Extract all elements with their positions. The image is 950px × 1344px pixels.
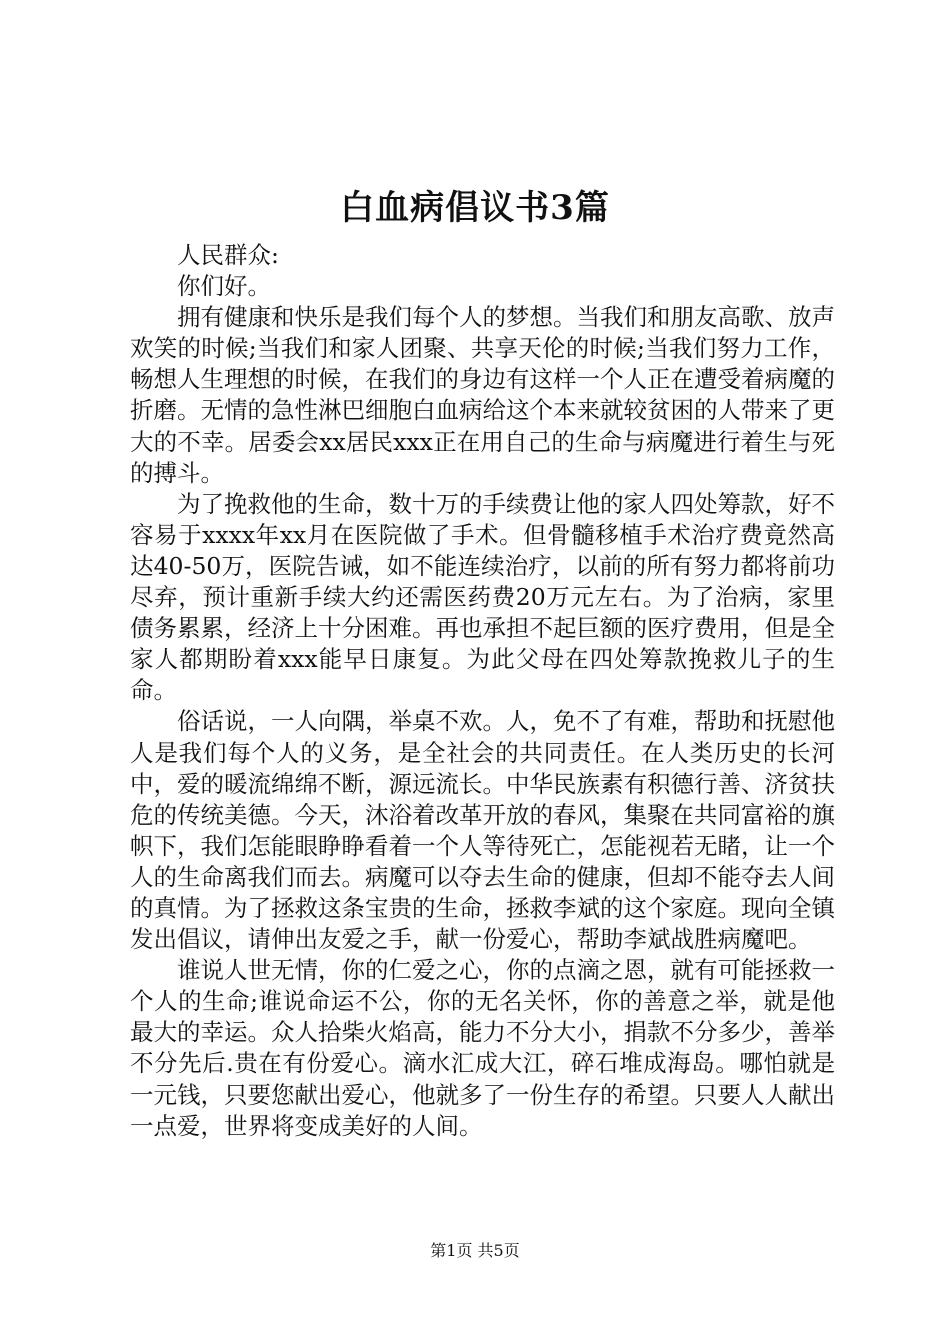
document-title: 白血病倡议书3篇 (340, 188, 610, 228)
paragraph-1: 拥有健康和快乐是我们每个人的梦想。当我们和朋友高歌、放声欢笑的时候;当我们和家人团聚、共享天伦的时候;当我们努力工作，畅想人生理想的时候，在我们的身边有这样一个人正在遭受着病魔的折磨。无情的急性淋巴细胞白血病给这个本来就较贫困的人带来了更大的不幸。居委会xx居民xxx正在用自己的生命与病魔进行着生与死的搏斗。 (130, 303, 835, 487)
greeting: 你们好。 (177, 272, 271, 301)
paragraph-2: 为了挽救他的生命，数十万的手续费让他的家人四处筹款，好不容易于xxxx年xx月在医院做了手术。但骨髓移植手术治疗费竟然高达40-50万，医院告诫，如不能连续治疗，以前的所有努力都将前功尽弃，预计重新手续大约还需医药费20万元左右。为了治病，家里债务累累，经济上十分困难。再也承担不起巨额的医疗费用，但是全家人都期盼着xxx能早日康复。为此父母在四处筹款挽救儿子的生命。 (130, 489, 835, 705)
page-number-footer: 第1页 共5页 (430, 1241, 520, 1260)
paragraph-3: 俗话说，一人向隅，举桌不欢。人，免不了有难，帮助和抚慰他人是我们每个人的义务，是全社会的共同责任。在人类历史的长河中，爱的暖流绵绵不断，源远流长。中华民族素有积德行善、济贫扶危的传统美德。今天，沐浴着改革开放的春风，集聚在共同富裕的旗帜下，我们怎能眼睁睁看着一个人等待死亡，怎能视若无睹，让一个人的生命离我们而去。病魔可以夺去生命的健康，但却不能夺去人间的真情。为了拯救这条宝贵的生命，拯救李斌的这个家庭。现向全镇发出倡议，请伸出友爱之手，献一份爱心，帮助李斌战胜病魔吧。 (130, 707, 835, 954)
paragraph-4: 谁说人世无情，你的仁爱之心，你的点滴之恩，就有可能拯救一个人的生命;谁说命运不公，你的无名关怀，你的善意之举，就是他最大的幸运。众人拾柴火焰高，能力不分大小，捐款不分多少，善举不分先后.贵在有份爱心。滴水汇成大江，碎石堆成海岛。哪怕就是一元钱，只要您献出爱心，他就多了一份生存的希望。只要人人献出一点爱，世界将变成美好的人间。 (130, 956, 835, 1140)
salutation: 人民群众: (177, 241, 279, 269)
document-body (130, 240, 835, 1142)
